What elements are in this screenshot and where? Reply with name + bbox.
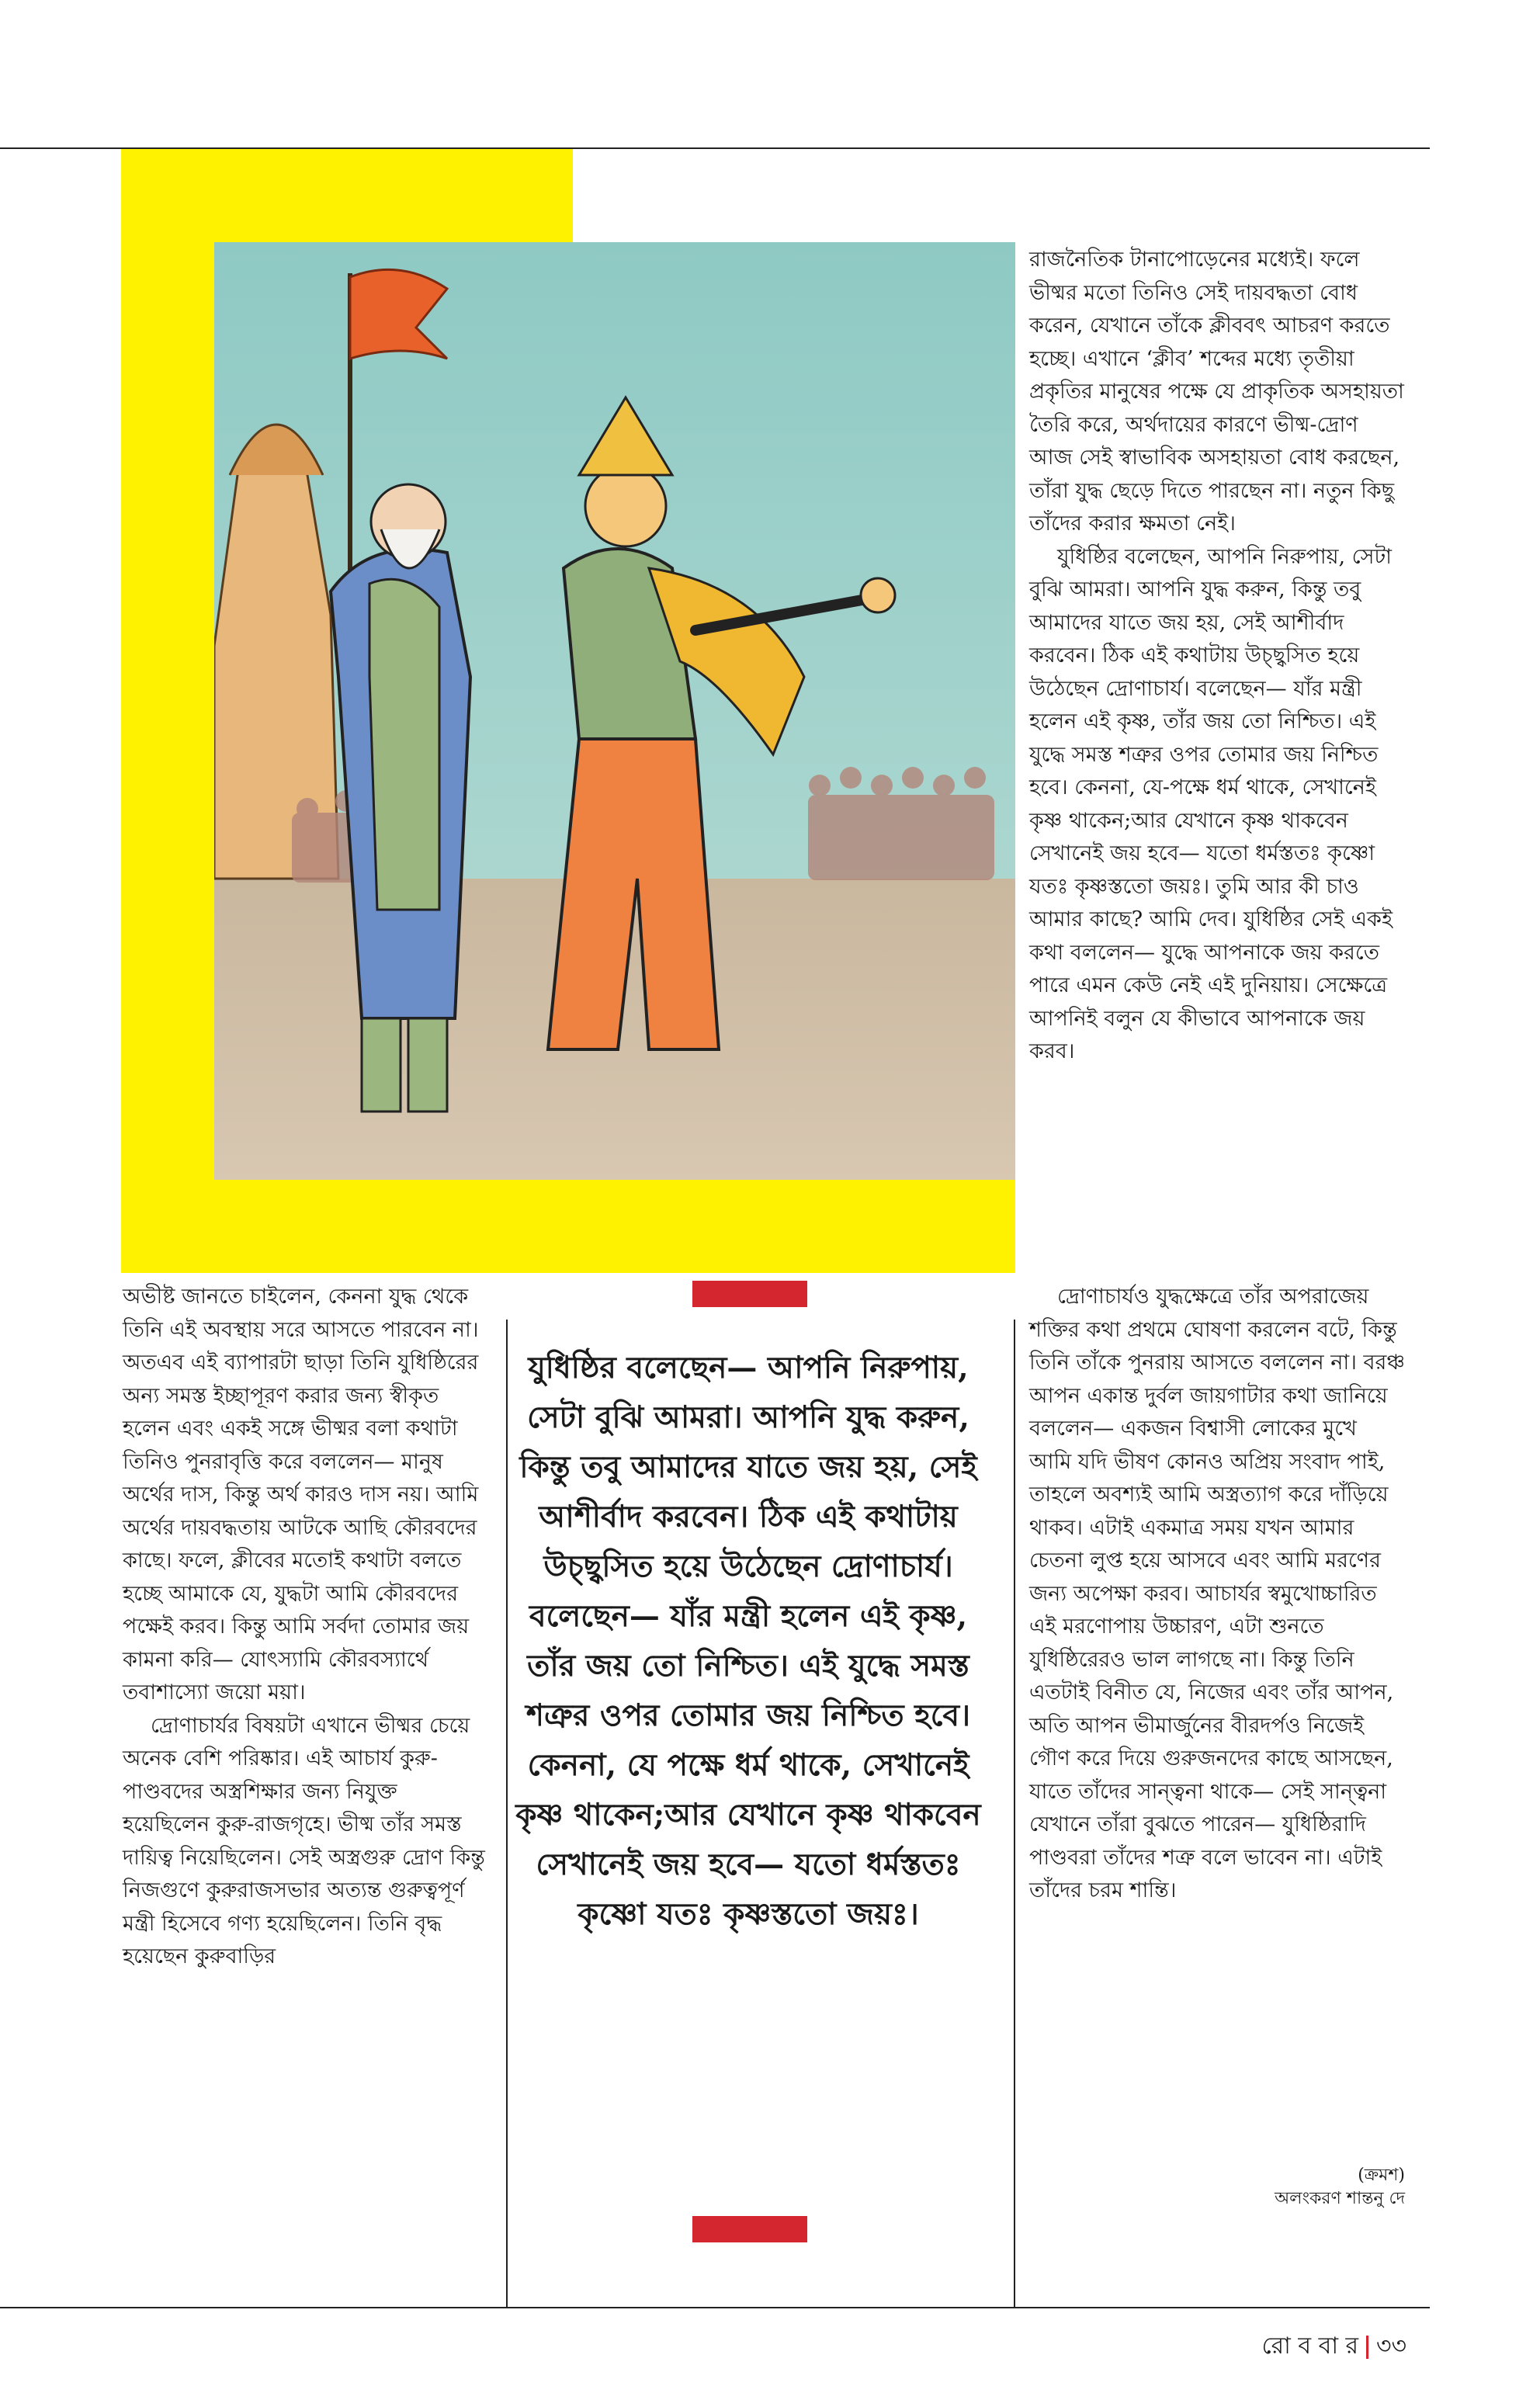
- paragraph: রাজনৈতিক টানাপোড়েনের মধ্যেই। ফলে ভীষ্মর মতো তিনিও সেই দায়বদ্ধতা বোধ করেন, যেখানে তাঁকে ক্লীববৎ আচরণ করতে হচ্ছে। এখানে ‘ক্লীব’ শব্দের মধ্যে তৃতীয়া প্রকৃতির মানুষের পক্ষে যে প্রাকৃতিক অসহায়তা তৈরি করে, অর্থদায়ের কারণে ভীষ্ম-দ্রোণ আজ সেই স্বাভাবিক অসহায়তা বোধ করছেন, তাঁরা যুদ্ধ ছেড়ে দিতে পারছেন না। নতুন কিছু তাঁদের করার ক্ষমতা নেই।: [1029, 248, 1404, 536]
- column-divider-right: [1014, 1320, 1015, 2307]
- footer-rule: [0, 2307, 1430, 2308]
- pull-quote-bar-bottom: [692, 2216, 807, 2242]
- paragraph: যুধিষ্ঠির বলেছেন, আপনি নিরুপায়, সেটা বুঝি আমরা। আপনি যুদ্ধ করুন, কিন্তু তবু আমাদের যাতে জয় হয়, সেই আশীর্বাদ করবেন। ঠিক এই কথাটায় উচ্ছ্বসিত হয়ে উঠেছেন দ্রোণাচার্য। বলেছেন— যাঁর মন্ত্রী হলেন এই কৃষ্ণ, তাঁর জয় তো নিশ্চিত। এই যুদ্ধে সমস্ত শত্রুর ওপর তোমার জয় নিশ্চিত হবে। কেননা, যে-পক্ষে ধর্ম থাকে, সেখানেই কৃষ্ণ থাকেন;আর যেখানে কৃষ্ণ থাকবেন সেখানেই জয় হবে— যতো ধর্মস্ততঃ কৃষ্ণো যতঃ কৃষ্ণস্ততো জয়ঃ। তুমি আর কী চাও আমার কাছে? আমি দেব। যুধিষ্ঠির সেই একই কথা বললেন— যুদ্ধে আপনাকে জয় করতে পারে এমন কেউ নেই এই দুনিয়ায়। সেক্ষেত্রে আপনিই বলুন যে কীভাবে আপনাকে জয় করব।: [1029, 544, 1393, 1063]
- yellow-frame-side: [121, 149, 214, 1273]
- paragraph: দ্রোণাচার্যর বিষয়টা এখানে ভীষ্মর চেয়ে অনেক বেশি পরিষ্কার। এই আচার্য কুরু-পাণ্ডবদের অস্ত্রশিক্ষার জন্য নিযুক্ত হয়েছিলেন কুরু-রাজগৃহে। ভীষ্ম তাঁর সমস্ত দায়িত্ব নিয়েছিলেন। সেই অস্ত্রগুরু দ্রোণ কিন্তু নিজগুণে কুরুরাজসভার অত্যন্ত গুরুত্বপূর্ণ মন্ত্রী হিসেবে গণ্য হয়েছিলেন। তিনি বৃদ্ধ হয়েছেন কুরুবাড়ির: [123, 1713, 485, 1968]
- illustration-bhishma-krishna: [214, 242, 1015, 1180]
- magazine-name: রো ব বা র: [1261, 2332, 1359, 2360]
- pull-quote-bar-top: [692, 1281, 807, 1307]
- pull-quote: [515, 1343, 981, 1939]
- column-divider-left: [506, 1320, 508, 2307]
- page-folio: [1261, 2327, 1406, 2367]
- article-column-right-top: [1029, 244, 1405, 1069]
- illustration-credit: অলংকরণ শান্তনু দে: [1275, 2189, 1405, 2208]
- folio-separator: |: [1363, 2332, 1372, 2360]
- paragraph: দ্রোণাচার্যও যুদ্ধক্ষেত্রে তাঁর অপরাজেয় শক্তির কথা প্রথমে ঘোষণা করলেন বটে, কিন্তু তিনি তাঁকে পুনরায় আসতে বললেন না। বরঞ্চ আপন একান্ত দুর্বল জায়গাটার কথা জানিয়ে বললেন— একজন বিশ্বাসী লোকের মুখে আমি যদি ভীষণ কোনও অপ্রিয় সংবাদ পাই, তাহলে অবশ্যই আমি অস্ত্রত্যাগ করে দাঁড়িয়ে থাকব। এটাই একমাত্র সময় যখন আমার চেতনা লুপ্ত হয়ে আসবে এবং আমি মরণের জন্য অপেক্ষা করব। আচার্যর স্বমুখোচ্চারিত এই মরণোপায় উচ্চারণ, এটা শুনতে যুধিষ্ঠিরেরও ভাল লাগছে না। কিন্তু তিনি এতটাই বিনীত যে, নিজের এবং তাঁর আপন, অতি আপন ভীমার্জুনের বীরদর্পও নিজেই গৌণ করে দিয়ে গুরুজনদের কাছে আসছেন, যাতে তাঁদের সান্ত্বনা থাকে— সেই সান্ত্বনা যেখানে তাঁরা বুঝতে পারেন— যুধিষ্ঠিরাদি পাণ্ডবরা তাঁদের শত্রু বলে ভাবেন না। এটাই তাঁদের চরম শান্তি।: [1029, 1285, 1405, 1902]
- article-column-right-bottom: [1029, 1281, 1405, 1908]
- page-number: ৩৩: [1375, 2332, 1406, 2360]
- paragraph: অভীষ্ট জানতে চাইলেন, কেননা যুদ্ধ থেকে তিনি এই অবস্থায় সরে আসতে পারবেন না। অতএব এই ব্যাপারটা ছাড়া তিনি যুধিষ্ঠিরের অন্য সমস্ত ইচ্ছাপূরণ করার জন্য স্বীকৃত হলেন এবং একই সঙ্গে ভীষ্মর বলা কথাটা তিনিও পুনরাবৃত্তি করে বললেন— মানুষ অর্থের দাস, কিন্তু অর্থ কারও দাস নয়। আমি অর্থের দায়বদ্ধতায় আটকে আছি কৌরবদের কাছে। ফলে, ক্লীবের মতোই কথাটা বলতে হচ্ছে আমাকে যে, যুদ্ধটা আমি কৌরবদের পক্ষেই করব। কিন্তু আমি সর্বদা তোমার জয় কামনা করি— যোৎস্যামি কৌরবস্যার্থে তবাশাস্যো জয়ো ময়া।: [123, 1285, 479, 1705]
- illustration-svg: [214, 242, 1015, 1180]
- pull-quote-text: যুধিষ্ঠির বলেছেন— আপনি নিরুপায়, সেটা বুঝি আমরা। আপনি যুদ্ধ করুন, কিন্তু তবু আমাদের যাতে জয় হয়, সেই আশীর্বাদ করবেন। ঠিক এই কথাটায় উচ্ছ্বসিত হয়ে উঠেছেন দ্রোণাচার্য। বলেছেন— যাঁর মন্ত্রী হলেন এই কৃষ্ণ, তাঁর জয় তো নিশ্চিত। এই যুদ্ধে সমস্ত শত্রুর ওপর তোমার জয় নিশ্চিত হবে। কেননা, যে পক্ষে ধর্ম থাকে, সেখানেই কৃষ্ণ থাকেন;আর যেখানে কৃষ্ণ থাকবেন সেখানেই জয় হবে— যতো ধর্মস্ততঃ কৃষ্ণো যতঃ কৃষ্ণস্ততো জয়ঃ।: [515, 1350, 981, 1932]
- yellow-frame-bottom: [121, 1180, 1015, 1273]
- credits: [1029, 2164, 1405, 2211]
- continued-note: (ক্রমশ): [1358, 2166, 1405, 2185]
- article-column-left: [123, 1281, 491, 1974]
